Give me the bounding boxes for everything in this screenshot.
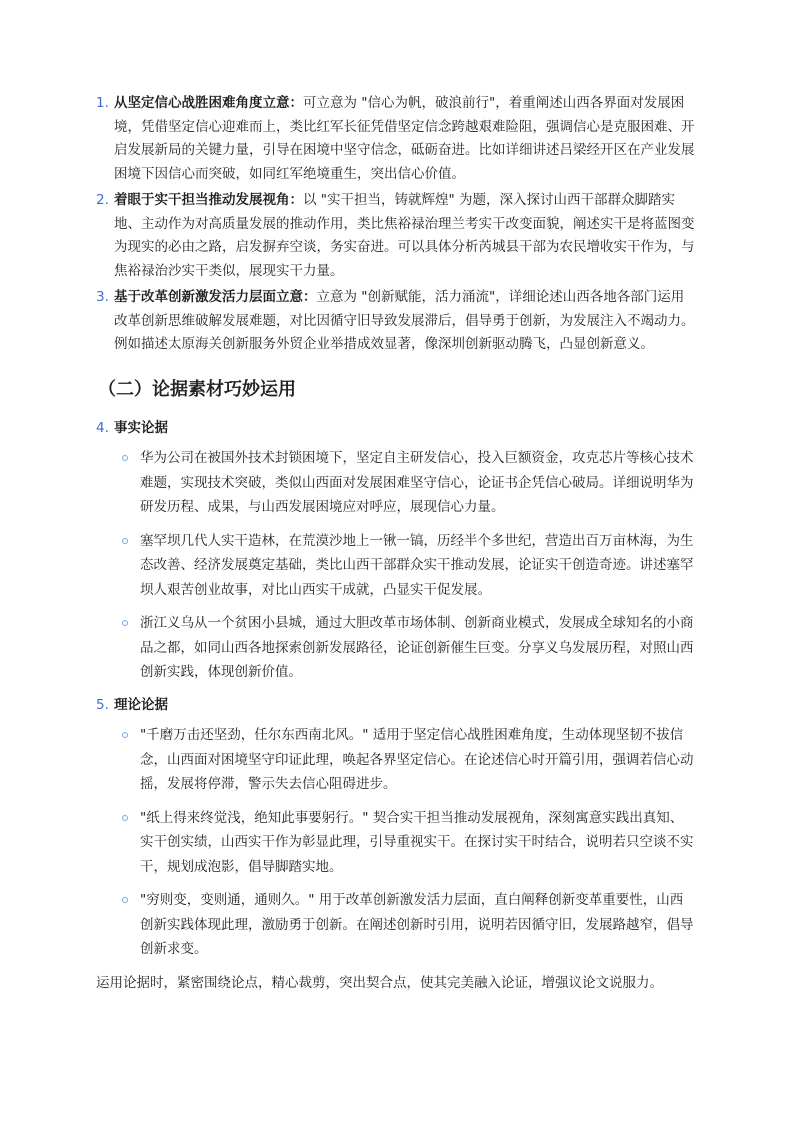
numbered-item-5 (96, 694, 696, 718)
item-number: 4. (96, 419, 109, 436)
item-lead: 事实论据 (114, 419, 168, 436)
item-lead: 理论论据 (114, 696, 168, 713)
hollow-circle-bullet-icon (122, 538, 128, 544)
closing-paragraph: 运用论据时，紧密围绕论点，精心裁剪，突出契合点，使其完美融入论证，增强议论文说服力。 (96, 974, 663, 991)
item-lead: 基于改革创新激发活力层面立意： (114, 289, 317, 305)
theory-evidence-list (96, 723, 696, 962)
list-item (96, 723, 696, 797)
hollow-circle-bullet-icon (122, 455, 128, 461)
list-item-text: 浙江义乌从一个贫困小县城，通过大胆改革市场体制、创新商业模式，发展成全球知名的小商品之都，如同山西各地探索创新发展路径，论证创新催生巨变。分享义乌发展历程，对照山西创新实践，体现创新价值。 (140, 615, 694, 680)
hollow-circle-bullet-icon (122, 732, 128, 738)
item-number: 3. (96, 289, 109, 305)
item-lead: 从坚定信心战胜困难角度立意： (114, 95, 303, 111)
item-text: 可立意为 "信心为帆，破浪前行"，着重阐述山西各界面对发展困境，凭借坚定信心迎难而上，类比红军长征凭借坚定信念跨越艰难险阻，强调信心是克服困难、开启发展新局的关键力量，引导在困境中坚守信念，砥砺奋进。比如详细讲述吕梁经开区在产业发展困境下因信心而突破，如同红军绝境重生，突出信心价值。 (114, 95, 695, 182)
list-item-text: "纸上得来终觉浅，绝知此事要躬行。" 契合实干担当推动发展视角，深刻寓意实践出真知、实干创实绩，山西实干作为彰显此理，引导重视实干。在探讨实干时结合，说明若只空谈不实干，规划成泡影，倡导脚踏实地。 (140, 809, 694, 875)
list-item (96, 529, 696, 603)
document-page (96, 92, 696, 995)
list-item-text: 华为公司在被国外技术封锁困境下，坚定自主研发信心，投入巨额资金，攻克芯片等核心技术难题，实现技术突破，类似山西面对发展困难坚守信心，论证书企凭信心破局。详细说明华为研发历程、成果，与山西发展困境应对呼应，展现信心力量。 (140, 450, 694, 515)
numbered-item-1 (96, 92, 696, 186)
list-item-text: 塞罕坝几代人实干造林，在荒漠沙地上一锹一镐，历经半个多世纪，营造出百万亩林海，为生态改善、经济发展奠定基础，类比山西干部群众实干推动发展，论证实干创造奇迹。讲述塞罕坝人艰苦创业故事，对比山西实干成就，凸显实干促发展。 (140, 532, 694, 598)
item-text: 立意为 "创新赋能，活力涌流"，详细论述山西各地各部门运用改革创新思维破解发展难题，对比因循守旧导致发展滞后，倡导勇于创新，为发展注入不竭动力。例如描述太原海关创新服务外贸企业举措成效显著，像深圳创新驱动腾飞，凸显创新意义。 (114, 289, 695, 352)
list-item (96, 611, 696, 685)
list-item (96, 806, 696, 880)
section-heading: （二）论据素材巧妙运用 (98, 378, 296, 400)
hollow-circle-bullet-icon (122, 897, 128, 903)
list-item (96, 888, 696, 962)
numbered-item-4 (96, 417, 696, 441)
item-number: 5. (96, 696, 109, 713)
hollow-circle-bullet-icon (122, 620, 128, 626)
numbered-item-3 (96, 286, 696, 357)
hollow-circle-bullet-icon (122, 815, 128, 821)
item-lead: 着眼于实干担当推动发展视角： (114, 192, 303, 208)
fact-evidence-list (96, 446, 696, 685)
list-item (96, 446, 696, 520)
item-text: 以 "实干担当，铸就辉煌" 为题，深入探讨山西干部群众脚踏实地、主动作为对高质量发展的推动作用，类比焦裕禄治理兰考实干改变面貌，阐述实干是将蓝图变为现实的必由之路，启发摒弃空谈，务实奋进。可以具体分析芮城县干部为农民增收实干作为，与焦裕禄治沙实干类似，展现实干力量。 (114, 192, 695, 279)
list-item-text: "穷则变，变则通，通则久。" 用于改革创新激发活力层面，直白阐释创新变革重要性，山西创新实践体现此理，激励勇于创新。在阐述创新时引用，说明若因循守旧，发展路越窄，倡导创新求变。 (140, 892, 694, 957)
item-number: 2. (96, 192, 109, 208)
item-number: 1. (96, 95, 109, 111)
list-item-text: "千磨万击还坚劲，任尔东西南北风。" 适用于坚定信心战胜困难角度，生动体现坚韧不拔信念，山西面对困境坚守印证此理，唤起各界坚定信心。在论述信心时开篇引用，强调若信心动摇，发展将停滞，警示失去信心阻碍进步。 (140, 727, 694, 792)
numbered-item-2 (96, 189, 696, 283)
